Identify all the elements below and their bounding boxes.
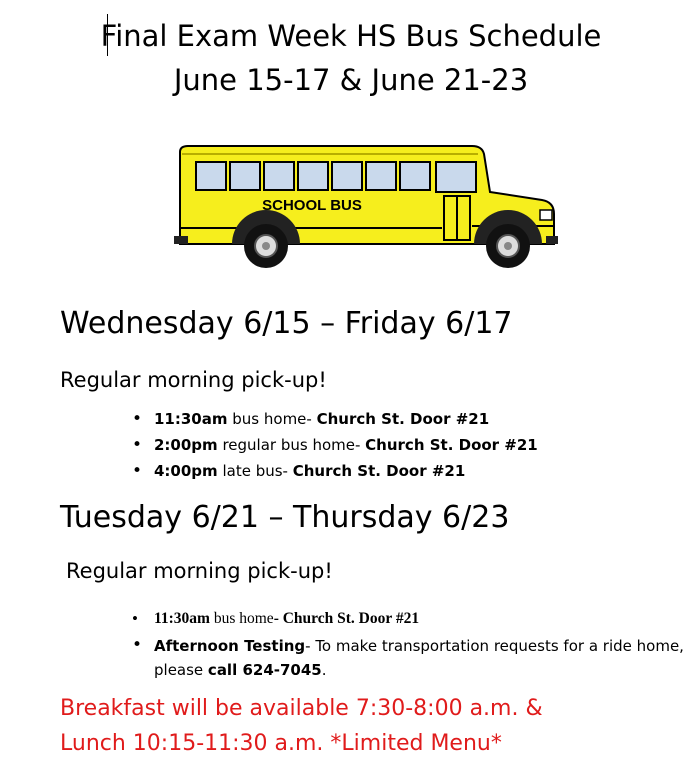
lunch-notice: Lunch 10:15-11:30 a.m. *Limited Menu* xyxy=(60,731,502,756)
section1-heading: Wednesday 6/15 – Friday 6/17 xyxy=(60,306,513,341)
section2-subheading: Regular morning pick-up! xyxy=(66,559,333,583)
breakfast-notice: Breakfast will be available 7:30-8:00 a.m. & xyxy=(60,696,543,721)
list-item: • 11:30am bus home- Church St. Door #21 xyxy=(132,608,684,634)
school-bus-icon xyxy=(172,140,562,270)
list-item: • 2:00pm regular bus home- Church St. Door #21 xyxy=(132,434,538,460)
list-item: • 4:00pm late bus- Church St. Door #21 xyxy=(132,460,538,486)
section1-list xyxy=(132,408,538,486)
page-subtitle-dates: June 15-17 & June 21-23 xyxy=(173,63,529,97)
page-title: Final Exam Week HS Bus Schedule xyxy=(100,19,602,53)
section1-subheading: Regular morning pick-up! xyxy=(60,368,327,392)
section2-heading: Tuesday 6/21 – Thursday 6/23 xyxy=(60,500,510,535)
section2-list xyxy=(132,608,684,682)
list-item: • 11:30am bus home- Church St. Door #21 xyxy=(132,408,538,434)
list-item: • Afternoon Testing- To make transportation requests for a ride home, please call 624-7045. xyxy=(132,634,684,682)
bus-label: SCHOOL BUS xyxy=(262,197,362,214)
